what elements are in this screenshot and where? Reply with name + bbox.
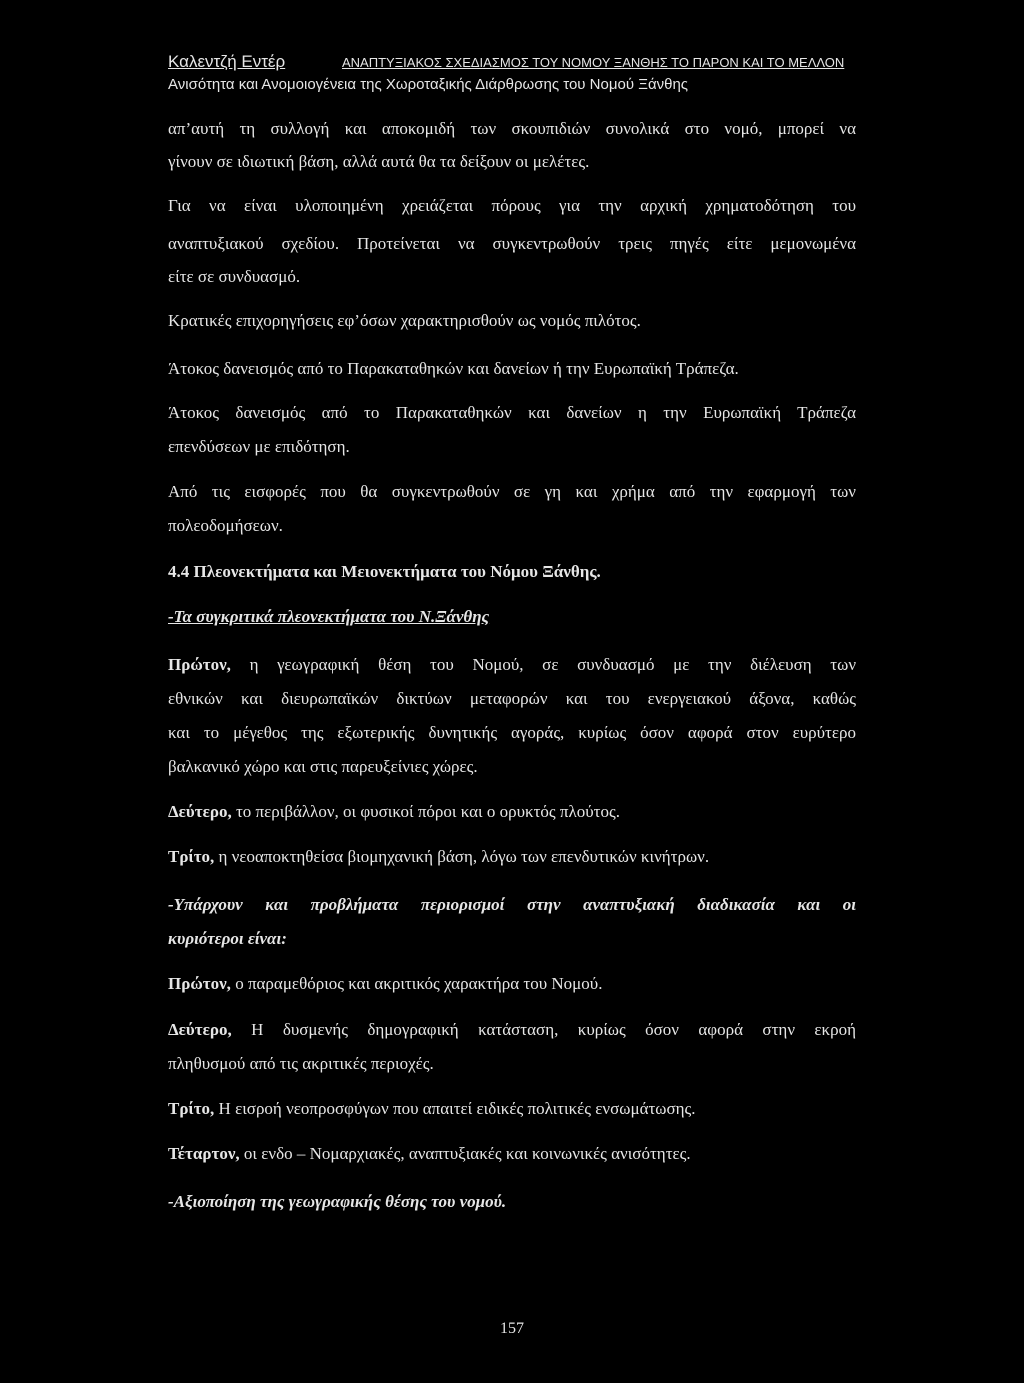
advantages-heading: -Τα συγκριτικά πλεονεκτήματα του Ν.Ξάνθης xyxy=(168,607,490,626)
list-text: Η εισροή νεοπροσφύγων που απαιτεί ειδικές πολιτικές ενσωμάτωσης. xyxy=(218,1099,696,1118)
list-label: Δεύτερο, xyxy=(168,1020,232,1039)
paragraph-line xyxy=(168,973,856,995)
paragraph-line: αναπτυξιακού σχεδίου. Προτείνεται να συγκεντρωθούν τρεις πηγές είτε μεμονωμένα xyxy=(168,234,856,253)
header-title: ΑΝΑΠΤΥΞΙΑΚΟΣ ΣΧΕΔΙΑΣΜΟΣ ΤΟΥ ΝΟΜΟΥ ΞΑΝΘΗΣ ΤΟ ΠΑΡΟΝ ΚΑΙ ΤΟ ΜΕΛΛΟΝ xyxy=(342,55,845,70)
list-label: Τέταρτον, xyxy=(168,1144,240,1163)
geography-heading: -Αξιοποίηση της γεωγραφικής θέσης του νομού. xyxy=(168,1192,507,1211)
paragraph-line xyxy=(168,1098,856,1120)
list-text: η γεωγραφική θέση του Νομού, σε συνδυασμό με την διέλευση των xyxy=(249,655,857,674)
paragraph-line: είτε σε συνδυασμό. xyxy=(168,267,301,286)
paragraph-line: πληθυσμού από τις ακριτικές περιοχές. xyxy=(168,1054,434,1073)
running-header xyxy=(168,52,868,76)
paragraph-line: εθνικών και διευρωπαϊκών δικτύων μεταφορών και του ενεργειακού άξονα, καθώς xyxy=(168,689,856,708)
paragraph-line: Για να είναι υλοποιημένη χρειάζεται πόρους για την αρχική χρηματοδότηση του xyxy=(168,196,856,215)
paragraph-line xyxy=(168,1143,856,1165)
page-number: 157 xyxy=(500,1320,524,1337)
section-heading: 4.4 Πλεονεκτήματα και Μειονεκτήματα του Νόμου Ξάνθης. xyxy=(168,562,601,581)
header-subtitle: Ανισότητα και Ανομοιογένεια της Χωροταξικής Διάρθρωσης του Νομού Ξάνθης xyxy=(168,76,689,93)
list-text: ο παραμεθόριος και ακριτικός χαρακτήρα του Νομού. xyxy=(235,974,603,993)
paragraph-line: πολεοδομήσεων. xyxy=(168,516,283,535)
list-label: Τρίτο, xyxy=(168,847,215,866)
paragraph-line xyxy=(168,846,856,868)
paragraph-line: γίνουν σε ιδιωτική βάση, αλλά αυτά θα τα δείξουν οι μελέτες. xyxy=(168,152,590,171)
list-label: Τρίτο, xyxy=(168,1099,215,1118)
paragraph-line xyxy=(168,654,856,676)
list-label: Πρώτον, xyxy=(168,974,231,993)
paragraph-line: απ’αυτή τη συλλογή και αποκομιδή των σκουπιδιών συνολικά στο νομό, μπορεί να xyxy=(168,119,856,138)
paragraph-line: Άτοκος δανεισμός από το Παρακαταθηκών και δανείων η την Ευρωπαϊκή Τράπεζα xyxy=(168,403,856,422)
paragraph-line: βαλκανικό χώρο και στις παρευξείνιες χώρες. xyxy=(168,757,478,776)
list-text: Η δυσμενής δημογραφική κατάσταση, κυρίως όσον αφορά στην εκροή xyxy=(251,1020,857,1039)
list-text: οι ενδο – Νομαρχιακές, αναπτυξιακές και κοινωνικές ανισότητες. xyxy=(243,1144,691,1163)
paragraph-line xyxy=(168,1019,856,1041)
paragraph-line xyxy=(168,801,856,823)
problems-heading: -Υπάρχουν και προβλήματα περιορισμοί στην αναπτυξιακή διαδικασία και οι xyxy=(168,895,856,914)
list-text: η νεοαποκτηθείσα βιομηχανική βάση, λόγω των επενδυτικών κινήτρων. xyxy=(218,847,710,866)
paragraph-line: και το μέγεθος της εξωτερικής δυνητικής αγοράς, κυρίως όσον αφορά στον ευρύτερο xyxy=(168,723,856,742)
header-author: Καλεντζή Εντέρ xyxy=(168,52,286,71)
list-label: Δεύτερο, xyxy=(168,802,232,821)
list-label: Πρώτον, xyxy=(168,655,231,674)
paragraph-line: Από τις εισφορές που θα συγκεντρωθούν σε γη και χρήμα από την εφαρμογή των xyxy=(168,482,856,501)
paragraph-line: επενδύσεων με επιδότηση. xyxy=(168,437,350,456)
paragraph-line: Άτοκος δανεισμός από το Παρακαταθηκών και δανείων ή την Ευρωπαϊκή Τράπεζα. xyxy=(168,359,739,378)
list-text: το περιβάλλον, οι φυσικοί πόροι και ο ορυκτός πλούτος. xyxy=(235,802,620,821)
paragraph-line: Κρατικές επιχορηγήσεις εφ’όσων χαρακτηρισθούν ως νομός πιλότος. xyxy=(168,311,641,330)
problems-heading: κυριότεροι είναι: xyxy=(168,929,287,948)
